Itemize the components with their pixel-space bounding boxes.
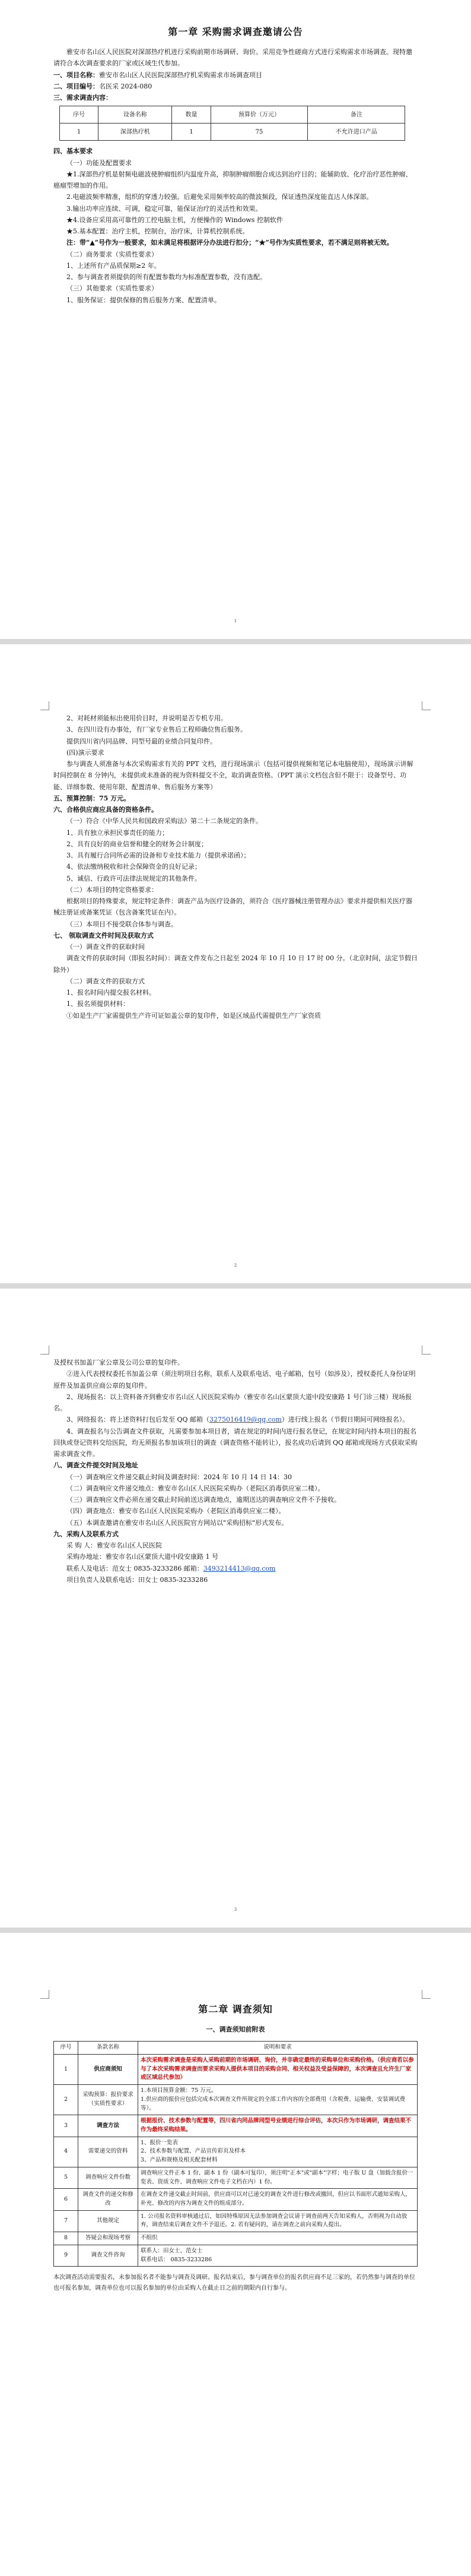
row-name: 调查文件的递交和修改 [78, 2189, 138, 2210]
function-heading: （一）功能及配置要求 [66, 159, 132, 167]
header-cell: 设备名称 [98, 106, 172, 124]
signup-email-link[interactable]: 3275016419@qq.com [209, 1416, 282, 1424]
table-row [54, 2232, 418, 2245]
function-item: ★5.基本配置：治疗主机，控制台，治疗床，计算机控制系统。 [66, 227, 249, 235]
row-name: 供应商须知 [78, 2054, 138, 2084]
margin-mark [40, 1346, 49, 1355]
header-cell: 说明和要求 [138, 2042, 418, 2055]
footer-note: 本次调查活动需要报名，未参加报名者不能参与调查及调研。报名结束后，参与调查单位的报名供应商不足三家的，若仍然参与调查的单位也可报名参加，调查单位也可以报名参加的单位由采购人在截止日之前的期限内自行参与。 [53, 2274, 415, 2292]
table-cell: 1 [60, 124, 98, 141]
acquisition-method-heading: （二）调查文件的获取方式 [66, 977, 145, 985]
margin-mark [422, 1346, 431, 1355]
body-line: 及授权书加盖厂家公章及公司公章的复印件。 [53, 1359, 184, 1366]
page-4 [0, 1933, 471, 2576]
table-row [54, 2167, 418, 2188]
body-line: ②进入代表授权委托书加盖公章（须注明项目名称，联系人及联系电话、电子邮箱，包号（如涉及），授权委托人身份证明原件及加盖供应商公章的复印件。 [53, 1370, 416, 1390]
table-row [54, 2245, 418, 2266]
submission-item: （五）本调查邀请在雅安市名山区人民医院官方网站以"采购招标"形式发布。 [66, 1518, 288, 1527]
row-number: 8 [54, 2232, 78, 2245]
acquisition-item: 1、报名时间内提交报名材料。 [66, 989, 155, 996]
margin-mark [422, 1990, 431, 1999]
row-text-line: 联系人：田女士、范女士 [141, 2247, 203, 2254]
table-row [54, 2085, 418, 2115]
table-row [54, 2137, 418, 2167]
demo-heading: (四)演示要求 [66, 748, 104, 757]
submission-item: （四）调查地点：雅安市名山区人民医院采购办（老院区消毒供应室二楼）。 [66, 1507, 285, 1515]
page-number: 3 [234, 1907, 237, 1912]
body-line: 3、在四川设有办事处，有厂家专业售后工程师确位售后服务。 [66, 726, 247, 734]
project-name-value: 雅安市名山区人民医院深部热疗机采购需求市场调查项目 [99, 71, 262, 79]
qualification-item: 1、具有独立承担民事责任的能力； [66, 828, 168, 837]
qualification-item: （三）本项目不接受联合体参与调查。 [66, 920, 177, 928]
table-row [54, 2210, 418, 2232]
qualification-item: 根据项目的特殊要求，规定特定条件：调查产品为医疗设备的，须符合《医疗器械注册管理办法》要求并提供相关医疗器械注册证或备案凭证（包含备案凭证在内）。 [53, 897, 412, 917]
header-cell: 数量 [172, 106, 211, 124]
row-text: 1. 公司报名资料审核通过后，如因特殊原因无法参加调查会议请于调查前两天告知采购人，否则视为自动放弃，调查结束后调查文件不予退还。2. 若有疑问的，请在调查之前向采购人提出。 [138, 2210, 418, 2232]
row-name: 调查方法 [78, 2115, 138, 2137]
row-number: 2 [54, 2085, 78, 2115]
table-cell: 1 [172, 124, 211, 141]
contact-line: 采购办地址：雅安市名山区蒙顶大道中段安康路 1 号 [66, 1553, 218, 1561]
acquisition-time-text: 调查文件的获取时间（即报名时间）：调查文件发布之日起至 2024 年 10 月 10 日 17 时 00 分。（北京时间，法定节假日除外） [53, 954, 418, 974]
row-number: 6 [54, 2189, 78, 2210]
qualification-item: 3、具有履行合同所必需的设备和专业技术能力（提供承诺函）； [66, 852, 250, 859]
table-header-row [60, 106, 405, 124]
qualification-item: （二）本项目的特定资格要求： [66, 885, 158, 894]
submission-item: （三）调查响应文件必须在递交截止时间前送达调查地点，逾期送达的调查响应文件不予接收。 [66, 1496, 340, 1504]
function-item: ★4.设备应采用高可靠性的工控电脑主机，方便操作的 Windows 控制软件 [66, 216, 283, 224]
budget-heading: 五、预算控制：75 万元。 [53, 794, 131, 802]
commerce-item: 2、参与调查者须提供的所有配置参数均为标准配置参数，没有选配。 [66, 273, 266, 281]
header-cell: 序号 [54, 2042, 78, 2055]
acquisition-item: 1、报名须提供材料： [66, 1000, 129, 1008]
row-text [138, 2085, 418, 2115]
row-number: 4 [54, 2137, 78, 2167]
table-cell: 75 [211, 124, 308, 141]
acquisition-item: ①如是生产厂家需提供生产许可证如盖公章的复印件，如是区域品代需提供生产厂家资质 [66, 1011, 321, 1020]
body-line: 提供四川省内同品牌、同型号最的业绩合同复印件。 [66, 737, 217, 745]
project-name-label: 一、项目名称： [53, 71, 99, 79]
page-number: 2 [234, 1263, 237, 1268]
qualification-item: 2、具有良好的商业信誉和健全的财务会计制度； [66, 840, 208, 848]
document-acquisition-heading: 七、 领取调查文件时间及获取方式 [53, 931, 154, 939]
qualification-item: 4、依法缴纳税收和社会保障资金的良好记录； [66, 863, 201, 871]
margin-mark [40, 1990, 49, 1999]
network-signup-text: ）进行线上报名（节假日期间可网络报名）。 [281, 1416, 409, 1424]
margin-mark [422, 701, 431, 710]
body-line: 4、调查报名与公告调查文件获取，凡需要参加本项目者，请在规定的时间内进行报名登记，在规定时间内持本项目的报名回执或登记资料交给医院，均无须报名参加该项目的调查（调查资格不能转让），报名成功后请到 QQ 邮箱或现场方式获取采购需求调查文件。 [53, 1427, 418, 1458]
qualification-heading: 六、合格供应商应具备的资格条件。 [53, 806, 158, 814]
row-text: 不组织 [138, 2232, 418, 2245]
row-text-line: 1、报价一览表 [141, 2139, 179, 2146]
header-cell: 序号 [60, 106, 98, 124]
row-name: 答疑会和现场考察 [78, 2232, 138, 2245]
body-line: 2、现场报名：以上资料备齐到雅安市名山区人民医院采购办（雅安市名山区蒙顶大道中段安康路 1 号门诊三楼）现场报名。 [53, 1393, 412, 1412]
row-name: 调查文件咨询 [78, 2245, 138, 2266]
chapter-title: 第一章 采购需求调查邀请公告 [168, 26, 303, 37]
basic-requirements-heading: 四、基本要求 [53, 147, 93, 156]
section-subtitle: 一、调查须知前附表 [206, 2026, 265, 2033]
page-2 [0, 644, 471, 1283]
table-row [54, 2054, 418, 2084]
chapter-title: 第二章 调查须知 [198, 2004, 273, 2015]
row-number: 3 [54, 2115, 78, 2137]
survey-content-label: 三、需求调查内容： [53, 94, 112, 102]
project-number-label: 二、项目编号： [53, 82, 99, 90]
page-number: 1 [234, 619, 237, 624]
body-line [53, 1414, 418, 1425]
commerce-item: 1、上述所有产品质保期≥2 年。 [66, 261, 161, 270]
network-signup-text: 3、网络报名：将上述资料打包后发至 QQ 邮箱（ [66, 1416, 210, 1424]
function-item: ★1.深部热疗机是射频电磁波使肿瘤组织内温度升高，抑制肿瘤细胞合成达到治疗目的；能辅助放、化疗治疗恶性肿瘤、癌瘤型增加的作用。 [53, 170, 412, 189]
submission-heading: 八、调查文件提交时间及地址 [53, 1461, 138, 1470]
other-heading: （三）其他要求（实质性要求） [66, 284, 158, 293]
row-text-line: 2、技术参数与配置、产品宣传彩页及样本 [141, 2148, 246, 2155]
row-text: 根据报价、技术参数与配置等，四川省内同品牌同型号业绩进行综合评估，本次只作为市场调研，调查结果不作为最终采购结果。 [138, 2115, 418, 2137]
contact-line: 项目负责人及联系电话：田女士 0835-3233286 [66, 1575, 208, 1584]
row-name: 其他规定 [78, 2210, 138, 2232]
row-text-line: 1.供应商的报价应包括完成本次调查文件所规定的全部工作内容的全部费用（含税费、运输费、安装调试费等）。 [141, 2096, 406, 2112]
commerce-heading: （二）商务要求（实质性要求） [66, 250, 158, 258]
row-number: 7 [54, 2210, 78, 2232]
row-name: 需要递交的资料 [78, 2137, 138, 2167]
table-cell: 深部热疗机 [98, 124, 172, 141]
table-cell: 不允许进口产品 [308, 124, 405, 141]
contact-email-link[interactable]: 3493214413@qq.com [203, 1564, 276, 1572]
page-1 [0, 0, 471, 639]
contact-phone-text: 联系人及电话：范女士 0835-3233286 邮箱： [66, 1564, 203, 1572]
header-cell: 条款名称 [78, 2042, 138, 2055]
star-note: 注：带“▲”号作为一般要求，如未满足将根据评分办法进行扣分；“★”号作为实质性要求，若不满足则将被无效。 [66, 239, 393, 247]
page-3 [0, 1289, 471, 1928]
header-cell: 预算价（万元） [211, 106, 308, 124]
row-text [138, 2245, 418, 2266]
other-item: 1、服务保证：提供保修的售后服务方案、配置清单。 [66, 296, 221, 304]
requirement-table [59, 106, 405, 141]
table-row [54, 2189, 418, 2210]
notice-table [53, 2041, 418, 2267]
intro-text: 雅安市名山区人民医院对深部热疗机进行采购前期市场调研、询价。采用竞争性磋商方式进行采购需求市场调查。现特邀请符合本次调查要求的厂家或区域生代参加。 [53, 48, 412, 68]
row-number: 9 [54, 2245, 78, 2266]
submission-item: （一）调查响应文件递交截止时间及调查时间：2024 年 10 月 14 日 14：30 [66, 1473, 292, 1481]
row-text-line: 3、产品和规格及相关配套材料 [141, 2157, 218, 2164]
row-text-line: 1.本项目预算金额：75 万元。 [141, 2087, 217, 2094]
table-row [54, 2115, 418, 2137]
qualification-item: （一）符合《中华人民共和国政府采购法》第二十二条规定的条件。 [66, 817, 262, 825]
row-name: 采购预算：报价要求（实质性要求） [78, 2085, 138, 2115]
function-item: 2.电磁波频率精准，组织的穿透力较强。后避免采用频率较高的微波频段，保证透热深度能直达人体深部。 [66, 193, 373, 201]
submission-item: （二）调查响应文件递交地点：雅安市名山区人民医院采购办（老院区消毒供应室二楼）。 [66, 1484, 324, 1492]
row-text: 本次采购需求调查是采购人采购前期的市场调研、询价，并非确定最终的采购单位和采购价格。（供应商若以参与了本次采购需求调查而要求采购人提供本项目的采购合同、相关权益及受益保障的，本次调查且允许生厂家或区域总代参加） [138, 2054, 418, 2084]
contact-line [53, 1563, 418, 1574]
qualification-item: 5、诚信、行政许可法律法规规定的其他条件。 [66, 874, 201, 882]
margin-mark [40, 701, 49, 710]
contact-line: 采 购 人：雅安市名山区人民医院 [66, 1542, 162, 1549]
table-row [60, 124, 405, 141]
row-text: 调查响应文件正本 1 份、副本 1 份（副本可复印），须注明"正本"或"副本"字样；电子版 U 盘（加载含报价一览表、资质文件、调查响应文件电子文档在内）1 份。 [138, 2167, 418, 2188]
project-number-value: 名医采 2024-080 [99, 82, 152, 90]
row-number: 5 [54, 2167, 78, 2188]
row-name: 调查响应文件份数 [78, 2167, 138, 2188]
acquisition-time-heading: （一）调查文件的获取时间 [66, 943, 145, 951]
table-header-row [54, 2042, 418, 2055]
contact-heading: 九、采购人及联系方式 [53, 1530, 119, 1538]
row-number: 1 [54, 2054, 78, 2084]
row-text: 在调查文件递交截止时间前，供应商可以对已递交的调查文件进行修改或撤回，但应以书面形式通知采购人，补充、修改的内容为调查文件的组成部分。 [138, 2189, 418, 2210]
body-line: 2、对耗材须能标出使用价目时，并说明是否专机专用。 [66, 714, 227, 722]
function-item: 3.输出功率应连续、可调，稳定可靠，能保证治疗的灵活性和效果。 [66, 204, 262, 213]
row-text [138, 2137, 418, 2167]
row-text-line: 联系电话： 0835-3233286 [141, 2256, 212, 2263]
demo-text: 参与调查人须准备与本次采购需求有关的 PPT 文档，进行现场演示（包括可提供视频和笔记本电脑使用），现场演示讲解时间控制在 8 分钟内，未提供或未准备的视为资料提交不全，取消调查资格。（PPT 演示文档包含但不限于：设备型号、功能、详细参数、使用年限、配置清单、售后服务方案等） [53, 760, 413, 791]
header-cell: 备注 [308, 106, 405, 124]
